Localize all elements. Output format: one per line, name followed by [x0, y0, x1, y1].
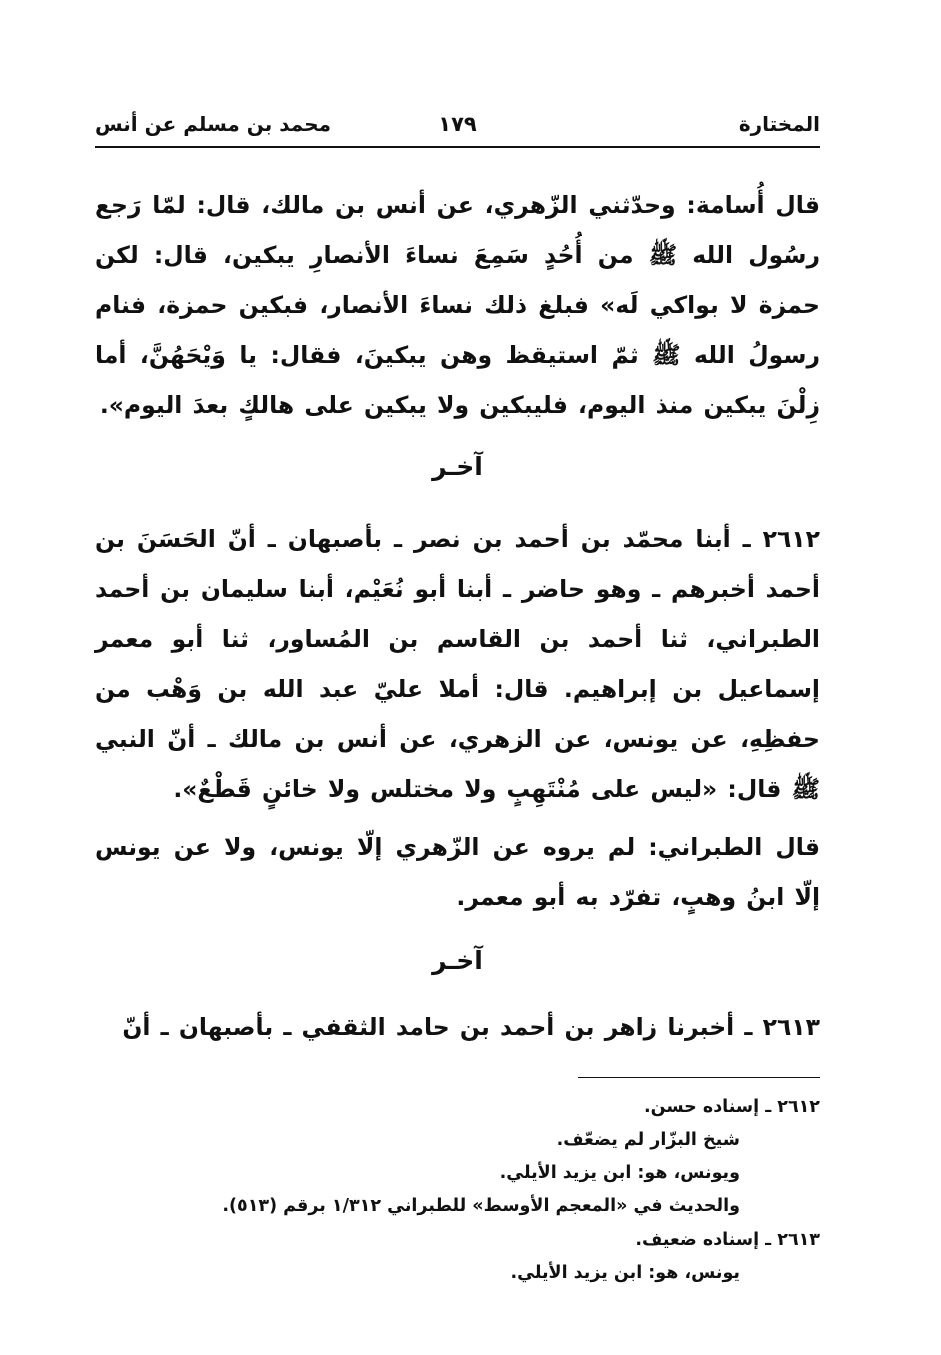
footnote-line: شيخ البزّار لم يضعّف. — [556, 1130, 740, 1150]
section-heading-2: آخـر — [432, 946, 483, 975]
footnote-line: يونس، هو: ابن يزيد الأيلي. — [510, 1263, 740, 1283]
paragraph-tabarani-comment: قال الطبراني: لم يروه عن الزّهري إلّا يونس، ولا عن يونس إلّا ابنُ وهبٍ، تفرّد به أبو معمر. — [95, 833, 820, 911]
book-title: المختارة — [738, 112, 820, 136]
footnote-2612: ٢٦١٢ ـ إسناده حسن. — [643, 1097, 820, 1117]
hadith-2613: ٢٦١٣ ـ أخبرنا زاهر بن أحمد بن حامد الثقفي ـ بأصبهان ـ أنّ — [122, 1013, 820, 1041]
running-header — [95, 112, 820, 146]
footnote-2613: ٢٦١٣ ـ إسناده ضعيف. — [635, 1230, 820, 1250]
paragraph-1: قال أُسامة: وحدّثني الزّهري، عن أنس بن مالك، قال: لمّا رَجع رسُول الله ﷺ من أُحُدٍ سَمِعَ نساءَ الأنصارِ يبكين، قال: لكن حمزة لا بواكي لَه» فبلغ ذلك نساءَ الأنصار، فبكين حمزة، فنام رسولُ الله ﷺ ثمّ استيقظ وهن يبكينَ، فقال: يا وَيْحَهُنَّ، أما زِلْنَ يبكين منذ اليوم، فليبكين ولا يبكين على هالكٍ بعدَ اليوم». — [95, 191, 820, 419]
hadith-2612: ٢٦١٢ ـ أبنا محمّد بن أحمد بن نصر ـ بأصبهان ـ أنّ الحَسَنَ بن أحمد أخبرهم ـ وهو حاضر ـ أبنا أبو نُعَيْم، أبنا سليمان بن أحمد الطبراني، ثنا أحمد بن القاسم بن المُساور، ثنا أبو معمر إسماعيل بن إبراهيم. قال: أملا عليّ عبد الله بن وَهْب من حفظِهِ، عن يونس، عن الزهري، عن أنس بن مالك ـ أنّ النبي ﷺ قال: «ليس على مُنْتَهِبٍ ولا مختلس ولا خائنٍ قَطْعٌ». — [95, 525, 820, 803]
section-heading-1: آخـر — [432, 452, 483, 481]
page-number: ١٧٩ — [438, 112, 477, 136]
footnote-line: ويونس، هو: ابن يزيد الأيلي. — [499, 1163, 740, 1183]
chapter-title: محمد بن مسلم عن أنس — [95, 112, 331, 136]
footnote-line: والحديث في «المعجم الأوسط» للطبراني ١/٣١٢ برقم (٥١٣). — [222, 1196, 740, 1216]
header-rule — [95, 146, 820, 148]
footnote-rule — [578, 1077, 820, 1078]
